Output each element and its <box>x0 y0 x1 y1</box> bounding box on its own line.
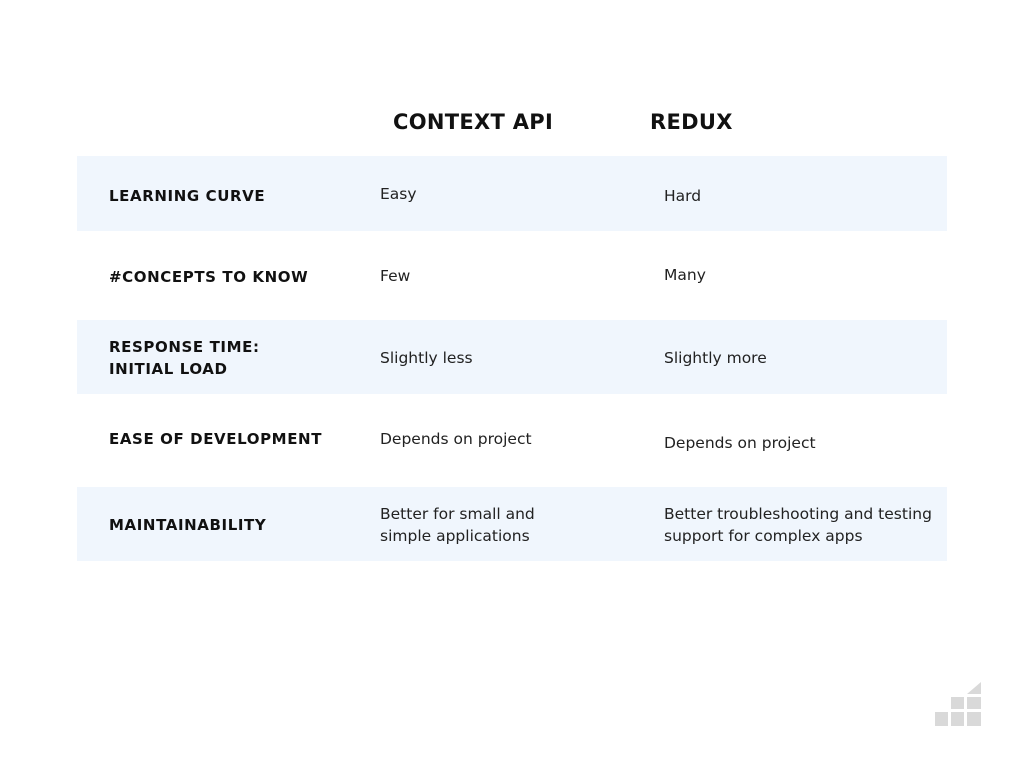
context-api-value: Depends on project <box>380 430 532 448</box>
row-label: LEARNING CURVE <box>109 187 266 205</box>
stairs-logo-icon <box>935 682 981 726</box>
row-label: MAINTAINABILITY <box>109 516 267 534</box>
row-label: RESPONSE TIME: INITIAL LOAD <box>109 338 260 378</box>
table-row-maintainability <box>77 487 947 561</box>
context-api-value: Slightly less <box>380 349 473 367</box>
row-label: EASE OF DEVELOPMENT <box>109 430 323 448</box>
column-header-redux: REDUX <box>650 110 733 134</box>
context-api-value: Better for small and simple applications <box>380 505 535 545</box>
row-label: #CONCEPTS TO KNOW <box>109 268 309 286</box>
table-row-learning-curve <box>77 156 947 231</box>
redux-value: Better troubleshooting and testing support for complex apps <box>664 505 932 545</box>
context-api-value: Easy <box>380 185 417 203</box>
table-row-ease-of-development <box>77 402 947 477</box>
redux-value: Many <box>664 266 706 284</box>
table-row-response-time <box>77 320 947 394</box>
column-header-context-api: CONTEXT API <box>393 110 554 134</box>
context-api-value: Few <box>380 267 411 285</box>
redux-value: Slightly more <box>664 349 767 367</box>
redux-value: Depends on project <box>664 434 816 452</box>
redux-value: Hard <box>664 187 702 205</box>
table-row-concepts <box>77 238 947 313</box>
